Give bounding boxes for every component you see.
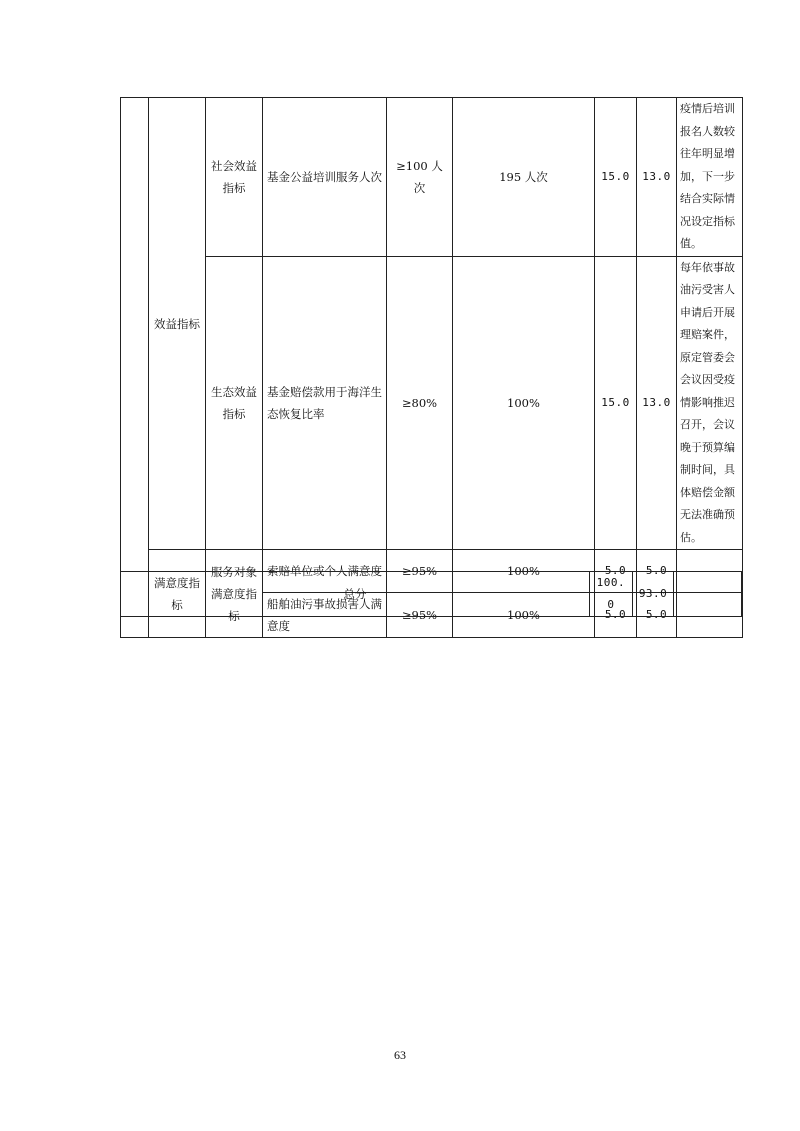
weight-cell: 5.0 [595,550,637,593]
category-satisfaction: 满意度指标 [149,550,206,638]
indicator-cell: 索赔单位或个人满意度 [263,550,387,593]
target-cell: ≥100 人次 [387,98,453,257]
total-note-cell [674,572,742,617]
actual-cell: 100% [453,593,595,638]
table-row [121,256,743,550]
table-row [121,98,743,257]
weight-cell: 15.0 [595,256,637,550]
performance-table [120,97,743,638]
indicator-cell: 船舶油污事故损害人满意度 [263,593,387,638]
score-cell: 13.0 [637,256,677,550]
score-cell: 5.0 [637,550,677,593]
note-cell: 每年依事故油污受害人申请后开展理赔案件，原定管委会会议因受疫情影响推迟召开，会议晚于预算编制时间，具体赔偿金额无法准确预估。 [677,256,743,550]
weight-cell: 15.0 [595,98,637,257]
sub-category-cell: 生态效益指标 [206,256,263,550]
indicator-cell: 基金赔偿款用于海洋生态恢复比率 [263,256,387,550]
sub-category-cell: 社会效益指标 [206,98,263,257]
total-row [121,572,742,617]
total-weight: 100.0 [589,572,632,617]
target-cell: ≥95% [387,550,453,593]
score-cell: 13.0 [637,98,677,257]
actual-cell: 100% [453,550,595,593]
score-cell: 5.0 [637,593,677,638]
target-cell: ≥95% [387,593,453,638]
target-cell: ≥80% [387,256,453,550]
page-number: 63 [394,1048,406,1062]
category-benefit: 效益指标 [149,98,206,550]
outer-category-cell [121,98,149,638]
actual-cell: 195 人次 [453,98,595,257]
weight-cell: 5.0 [595,593,637,638]
actual-cell: 100% [453,256,595,550]
total-score: 93.0 [633,572,674,617]
total-label: 总分 [121,572,590,617]
sub-category-cell: 服务对象满意度指标 [206,550,263,638]
indicator-cell: 基金公益培训服务人次 [263,98,387,257]
total-table [120,571,742,617]
note-cell: 疫情后培训报名人数较往年明显增加，下一步结合实际情况设定指标值。 [677,98,743,257]
